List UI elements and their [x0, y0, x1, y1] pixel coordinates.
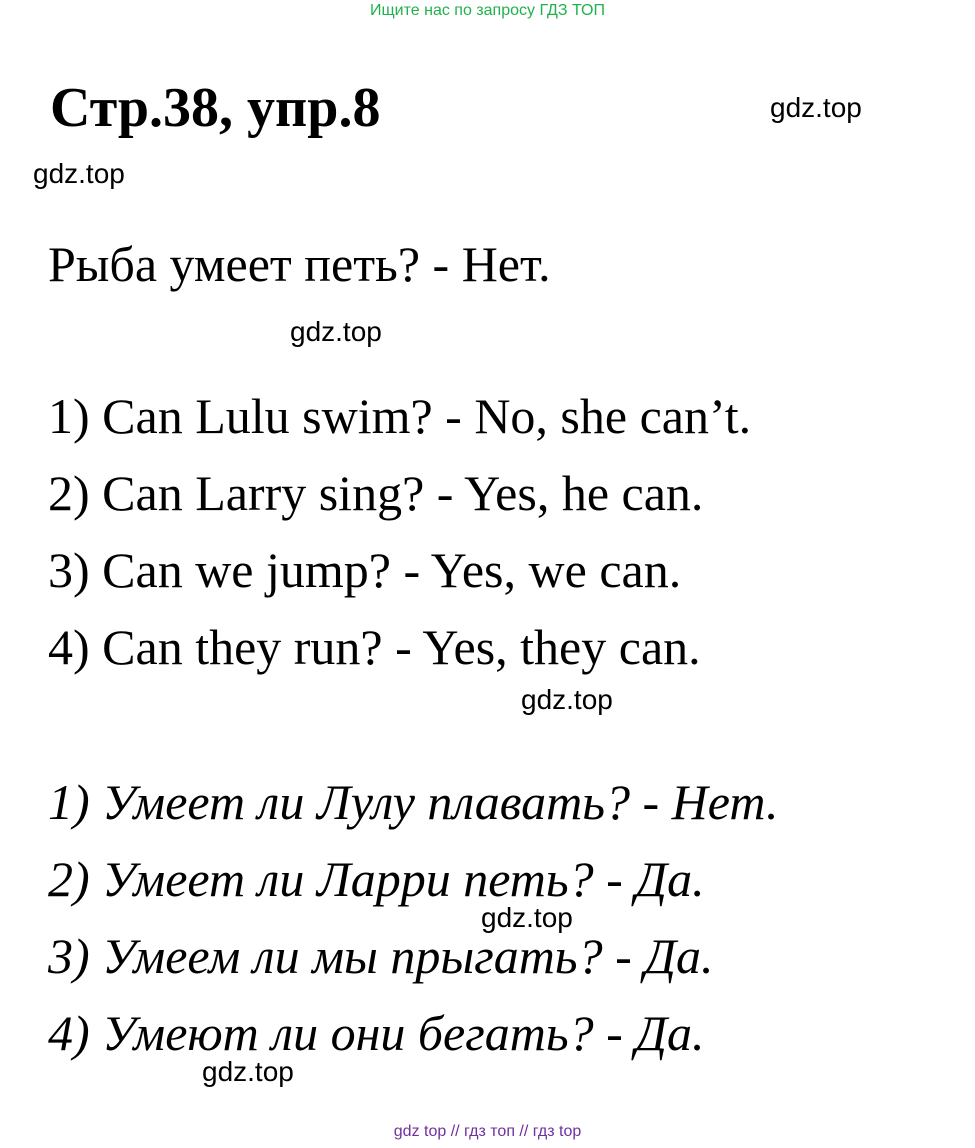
watermark: gdz.top: [770, 92, 862, 123]
translation-line-2: 2) Умеет ли Ларри петь? - Да.: [48, 851, 705, 907]
answer-line-4: 4) Can they run? - Yes, they can.: [48, 619, 701, 675]
translation-line-1: 1) Умеет ли Лулу плавать? - Нет.: [48, 774, 779, 830]
translation-line-3: 3) Умеем ли мы прыгать? - Да.: [48, 928, 714, 984]
page-title: Стр.38, упр.8: [50, 77, 381, 139]
watermark: gdz.top: [202, 1056, 294, 1087]
answer-line-2: 2) Can Larry sing? - Yes, he can.: [48, 465, 704, 521]
top-banner: Ищите нас по запросу ГДЗ ТОП: [370, 2, 605, 19]
watermark: gdz.top: [290, 316, 382, 347]
task-sentence: Рыба умеет петь? - Нет.: [48, 236, 551, 292]
footer-watermark: gdz top // гдз топ // гдз top: [393, 1123, 582, 1140]
watermark: gdz.top: [481, 902, 573, 933]
translation-line-4: 4) Умеют ли они бегать? - Да.: [48, 1005, 705, 1061]
answer-line-1: 1) Can Lulu swim? - No, she can’t.: [48, 388, 752, 444]
answer-line-3: 3) Can we jump? - Yes, we can.: [48, 542, 682, 598]
watermark: gdz.top: [521, 684, 613, 715]
watermark: gdz.top: [33, 158, 125, 189]
